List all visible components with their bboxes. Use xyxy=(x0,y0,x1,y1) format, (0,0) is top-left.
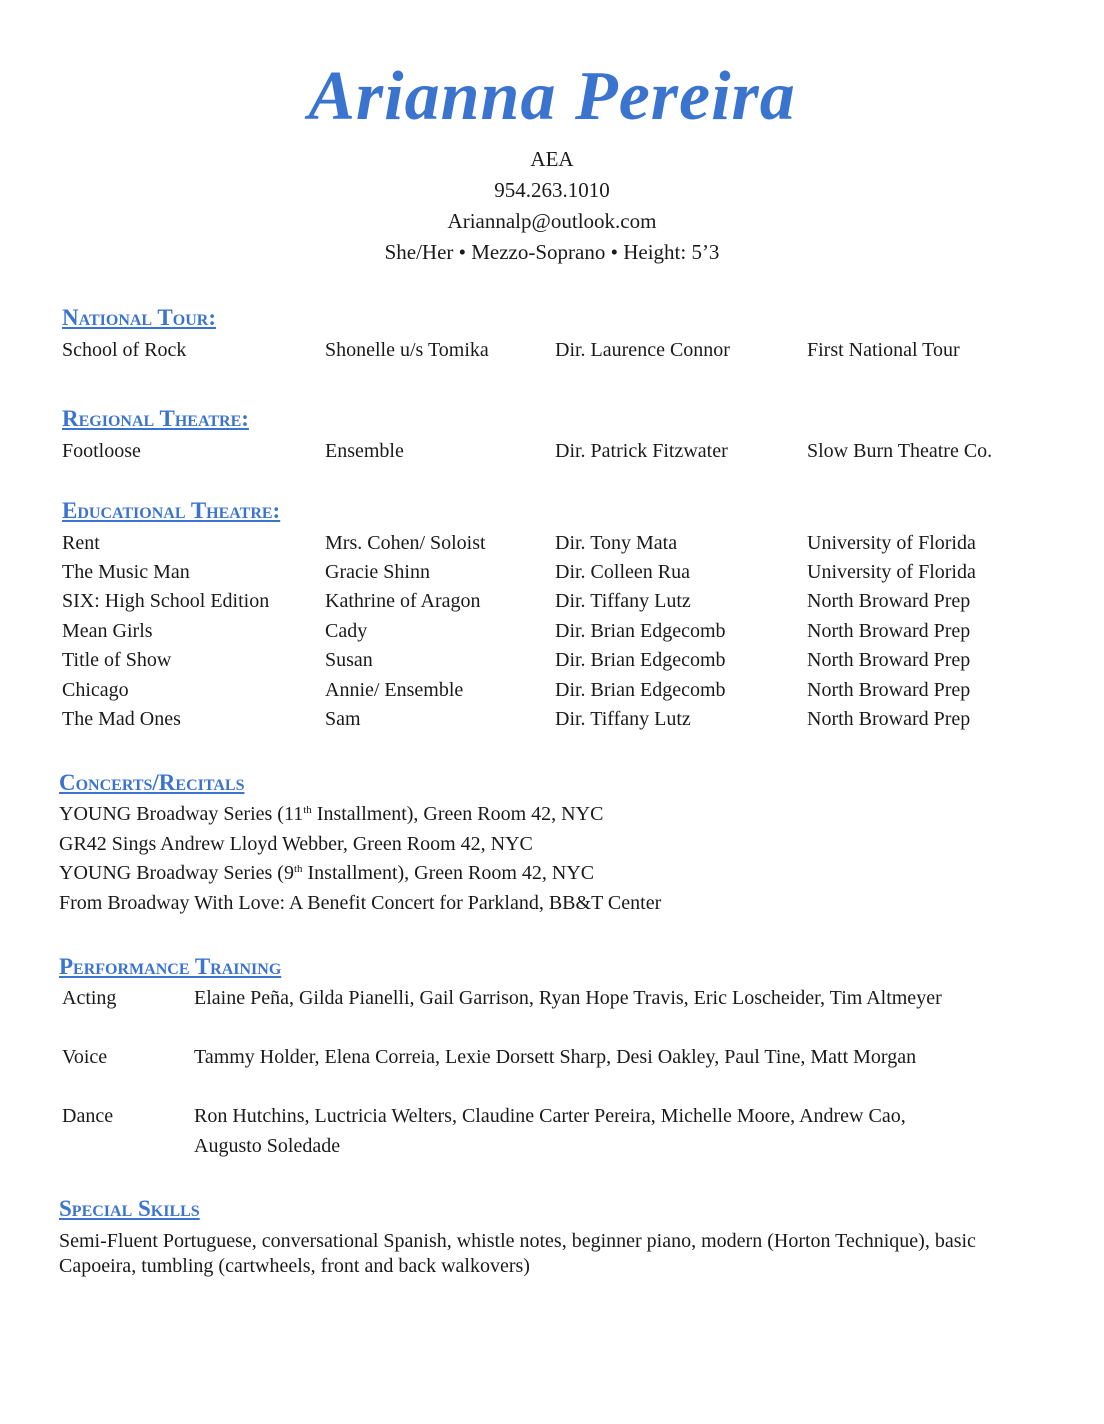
union-affiliation: AEA xyxy=(530,147,574,171)
regional-theatre-heading: Regional Theatre: xyxy=(62,406,249,431)
national-tour-heading: National Tour: xyxy=(62,305,216,330)
role: Gracie Shinn xyxy=(325,561,430,583)
training-teachers: Tammy Holder, Elena Correia, Lexie Dorsett Sharp, Desi Oakley, Paul Tine, Matt Morgan xyxy=(194,1046,917,1068)
show-title: SIX: High School Edition xyxy=(62,590,270,612)
company: University of Florida xyxy=(807,561,976,583)
director: Dir. Tony Mata xyxy=(555,532,678,554)
training-teachers: Ron Hutchins, Luctricia Welters, Claudine Carter Pereira, Michelle Moore, Andrew Cao, Augusto Soledade xyxy=(194,1105,906,1157)
show-title: Title of Show xyxy=(62,649,172,671)
special-skills-text: Semi-Fluent Portuguese, conversational Spanish, whistle notes, beginner piano, modern (Horton Technique), basic Capoeira, tumbling (cartwheels, front and back walkovers) xyxy=(59,1230,976,1277)
credit-row xyxy=(62,705,1062,734)
company: North Broward Prep xyxy=(807,708,971,730)
personal-details: She/Her • Mezzo-Soprano • Height: 5’3 xyxy=(384,240,720,264)
show-title: School of Rock xyxy=(62,339,187,361)
director: Dir. Brian Edgecomb xyxy=(555,620,726,642)
concert-item: YOUNG Broadway Series (11th Installment), Green Room 42, NYC xyxy=(59,803,604,825)
show-title: The Music Man xyxy=(62,561,190,583)
credit-row xyxy=(62,646,1062,675)
director: Dir. Colleen Rua xyxy=(555,561,690,583)
show-title: The Mad Ones xyxy=(62,708,181,730)
role: Annie/ Ensemble xyxy=(325,679,464,701)
role: Susan xyxy=(325,649,373,671)
company: University of Florida xyxy=(807,532,976,554)
role: Cady xyxy=(325,620,368,642)
educational-theatre-heading: Educational Theatre: xyxy=(62,498,281,523)
concert-item: From Broadway With Love: A Benefit Concert for Parkland, BB&T Center xyxy=(59,892,662,914)
training-teachers: Elaine Peña, Gilda Pianelli, Gail Garrison, Ryan Hope Travis, Eric Loscheider, Tim Altmeyer xyxy=(194,987,942,1009)
concert-item: GR42 Sings Andrew Lloyd Webber, Green Room 42, NYC xyxy=(59,833,533,855)
role: Kathrine of Aragon xyxy=(325,590,481,612)
director: Dir. Brian Edgecomb xyxy=(555,679,726,701)
concerts-heading: Concerts/Recitals xyxy=(59,770,245,795)
role: Mrs. Cohen/ Soloist xyxy=(325,532,486,554)
training-label: Dance xyxy=(62,1105,114,1127)
role: Ensemble xyxy=(325,440,404,462)
company: North Broward Prep xyxy=(807,590,971,612)
phone-number: 954.263.1010 xyxy=(494,178,610,202)
company: North Broward Prep xyxy=(807,620,971,642)
director: Dir. Brian Edgecomb xyxy=(555,649,726,671)
show-title: Mean Girls xyxy=(62,620,153,642)
credit-row xyxy=(62,437,1062,466)
training-label: Acting xyxy=(62,987,117,1009)
company: First National Tour xyxy=(807,339,960,361)
company: North Broward Prep xyxy=(807,679,971,701)
credit-row xyxy=(62,676,1062,705)
role: Shonelle u/s Tomika xyxy=(325,339,489,361)
credit-row xyxy=(62,336,1062,365)
credit-row xyxy=(62,617,1062,646)
credit-row xyxy=(62,587,1062,616)
director: Dir. Tiffany Lutz xyxy=(555,590,691,612)
director: Dir. Laurence Connor xyxy=(555,339,730,361)
credit-row xyxy=(62,558,1062,587)
show-title: Footloose xyxy=(62,440,141,462)
director: Dir. Patrick Fitzwater xyxy=(555,440,728,462)
show-title: Rent xyxy=(62,532,100,554)
training-label: Voice xyxy=(62,1046,108,1068)
company: North Broward Prep xyxy=(807,649,971,671)
contact-block xyxy=(0,144,1104,268)
training-heading: Performance Training xyxy=(59,954,282,979)
company: Slow Burn Theatre Co. xyxy=(807,440,993,462)
candidate-name: Arianna Pereira xyxy=(308,58,796,135)
role: Sam xyxy=(325,708,361,730)
special-skills-heading: Special Skills xyxy=(59,1196,200,1221)
email-address: Ariannalp@outlook.com xyxy=(447,209,657,233)
concert-item: YOUNG Broadway Series (9th Installment), Green Room 42, NYC xyxy=(59,862,595,884)
director: Dir. Tiffany Lutz xyxy=(555,708,691,730)
show-title: Chicago xyxy=(62,679,129,701)
credit-row xyxy=(62,529,1062,558)
